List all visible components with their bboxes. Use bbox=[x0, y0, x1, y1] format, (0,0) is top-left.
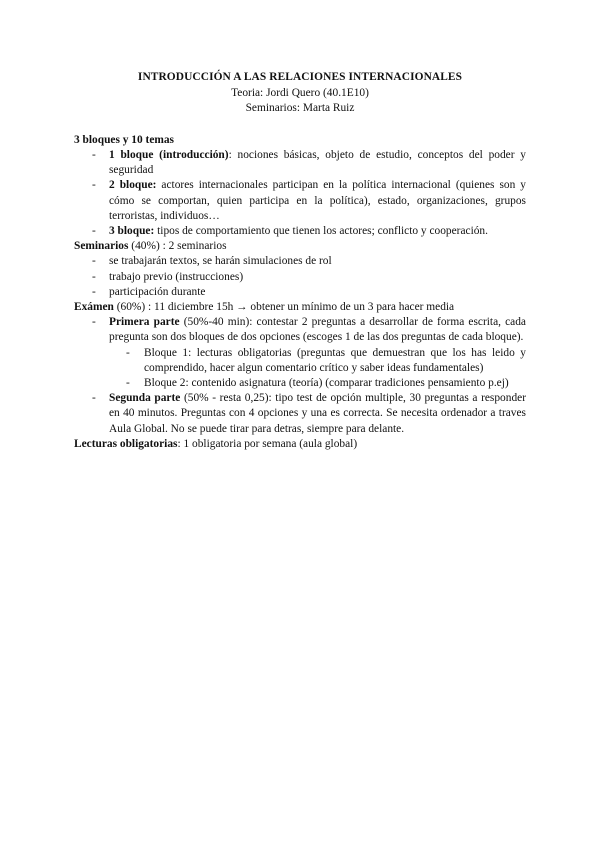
item-text: tipos de comportamiento que tienen los actores; conflicto y cooperación. bbox=[154, 225, 488, 237]
bullet-dash: - bbox=[92, 179, 96, 192]
item-text: actores internacionales participan en la política internacional (quienes son y cómo se comportan, quien participa en la política), estado, organizaciones, grupos terroristas, individuos… bbox=[109, 179, 526, 222]
list-item bbox=[74, 285, 526, 300]
item-bold: 1 bloque (introducción) bbox=[109, 148, 229, 161]
seminarios-line: Seminarios: Marta Ruiz bbox=[245, 102, 355, 115]
item-bold: 3 bloque: bbox=[109, 225, 155, 237]
list-item bbox=[109, 346, 526, 376]
lecturas-line bbox=[74, 437, 526, 452]
seminarios-list bbox=[74, 254, 526, 300]
list-item bbox=[74, 224, 526, 239]
item-bold: 2 bloque: bbox=[109, 179, 157, 192]
bullet-dash: - bbox=[92, 270, 96, 283]
lecturas-text: : 1 obligatoria por semana (aula global) bbox=[177, 437, 358, 450]
bullet-dash: - bbox=[92, 285, 96, 298]
document-title: INTRODUCCIÓN A LAS RELACIONES INTERNACIONALES bbox=[137, 71, 463, 83]
bullet-dash: - bbox=[92, 316, 96, 329]
primera-sublist bbox=[109, 346, 526, 392]
bullet-dash: - bbox=[126, 346, 130, 359]
item-text: trabajo previo (instrucciones) bbox=[109, 270, 244, 283]
bullet-dash: - bbox=[92, 148, 96, 161]
seminarios-bold: Seminarios bbox=[74, 240, 129, 253]
bloques-heading: 3 bloques y 10 temas bbox=[74, 133, 174, 146]
item-text: Bloque 1: lecturas obligatorias (preguntas que demuestran que los has leido y comprendido, hacer algun comentario crítico y saber ideas fundamentales) bbox=[144, 346, 526, 374]
list-item bbox=[74, 270, 526, 285]
seminarios-heading bbox=[74, 239, 526, 254]
teoria-line: Teoria: Jordi Quero (40.1E10) bbox=[231, 86, 369, 99]
list-item bbox=[109, 376, 526, 391]
list-item bbox=[74, 148, 526, 178]
item-bold: Primera parte bbox=[109, 316, 180, 329]
document-header bbox=[74, 70, 526, 117]
bullet-dash: - bbox=[92, 392, 96, 405]
examen-text: (60%) : 11 diciembre 15h → obtener un mínimo de un 3 para hacer media bbox=[113, 301, 455, 314]
item-text: Bloque 2: contenido asignatura (teoría) (comparar tradiciones pensamiento p.ej) bbox=[144, 377, 509, 390]
seminarios-text: (40%) : 2 seminarios bbox=[128, 240, 227, 253]
bullet-dash: - bbox=[92, 255, 96, 268]
item-text: (50% - resta 0,25): tipo test de opción multiple, 30 preguntas a responder en 40 minutos. Preguntas con 4 opciones y una es correcta. Se necesita ordenador a traves Aula Global. No se puede tirar para detras, siempre para delante. bbox=[109, 392, 526, 435]
examen-heading bbox=[74, 300, 526, 315]
examen-bold: Exámen bbox=[74, 301, 114, 314]
item-text: participación durante bbox=[109, 285, 206, 298]
item-bold: Segunda parte bbox=[109, 392, 181, 405]
bloques-list bbox=[74, 148, 526, 239]
list-item bbox=[74, 178, 526, 224]
list-item bbox=[74, 254, 526, 269]
bullet-dash: - bbox=[126, 377, 130, 390]
bullet-dash: - bbox=[92, 225, 96, 237]
item-text: : nociones básicas, objeto de estudio, conceptos del poder y seguridad bbox=[109, 148, 527, 177]
list-item bbox=[74, 315, 526, 391]
list-item bbox=[74, 391, 526, 437]
examen-list bbox=[74, 315, 526, 437]
lecturas-bold: Lecturas obligatorias bbox=[74, 437, 178, 450]
item-text: (50%-40 min): contestar 2 preguntas a desarrollar de forma escrita, cada pregunta son dos bloques de dos opciones (escoges 1 de las dos preguntas de cada bloque). bbox=[109, 316, 526, 344]
item-text: se trabajarán textos, se harán simulaciones de rol bbox=[109, 255, 332, 268]
